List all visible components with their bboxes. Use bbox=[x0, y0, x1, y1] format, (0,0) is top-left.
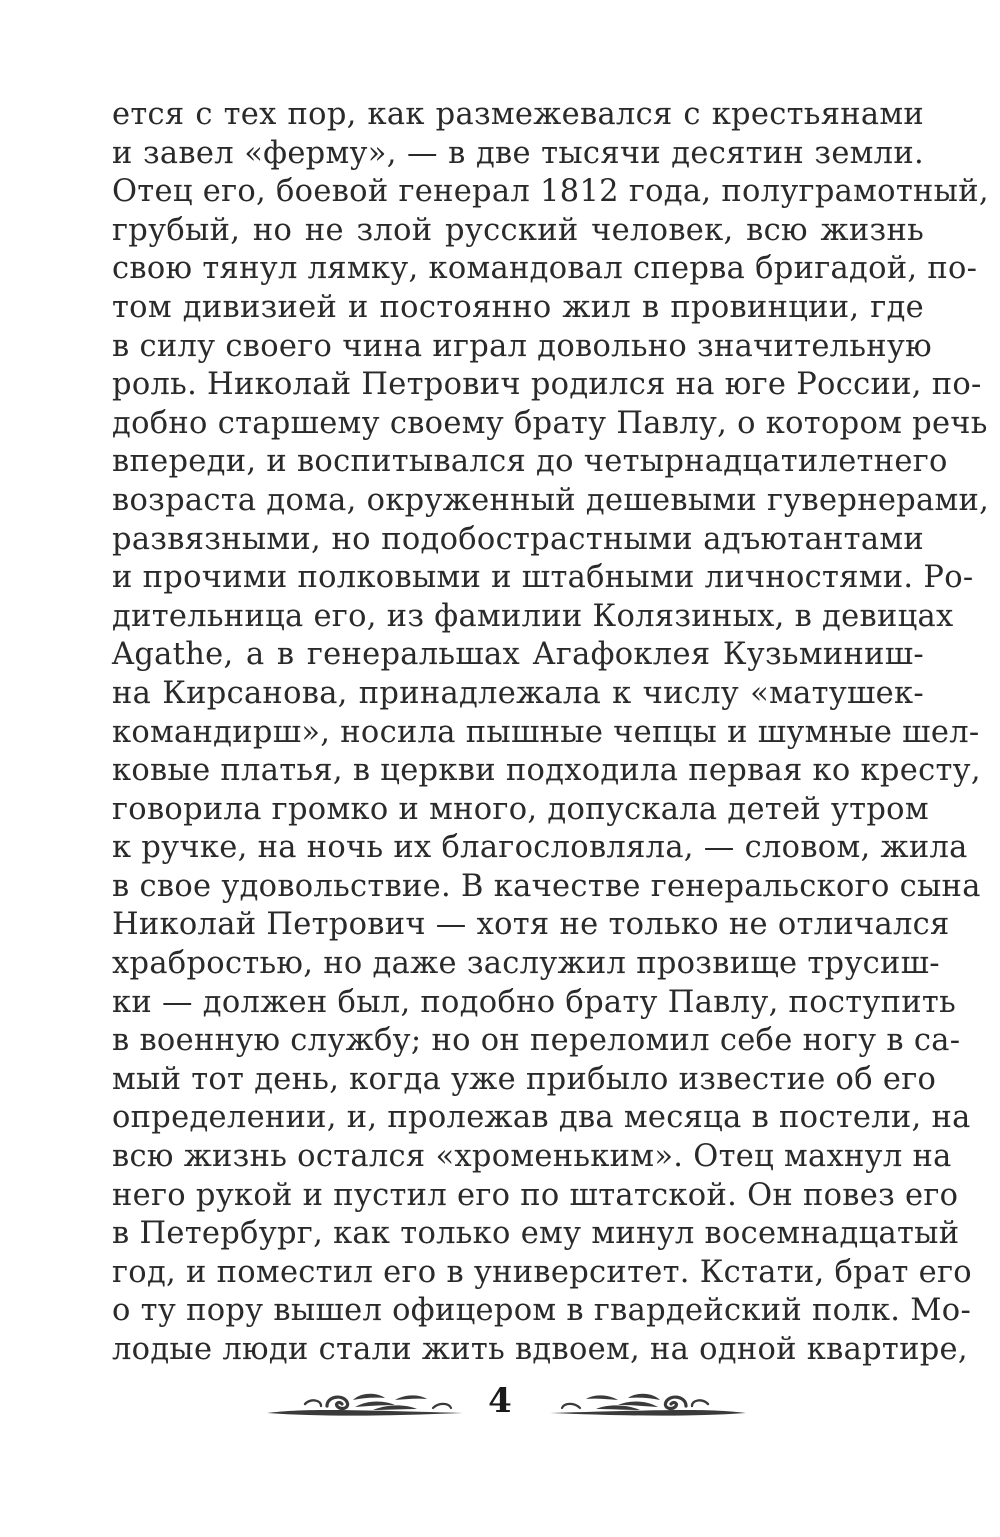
text-line: мый тот день, когда уже прибыло известие об его bbox=[112, 1061, 937, 1097]
floral-flourish-right-icon bbox=[548, 1386, 748, 1426]
text-line: том дивизией и постоянно жил в провинции, где bbox=[112, 289, 924, 325]
text-line: в свое удовольствие. В качестве генеральского сына bbox=[112, 868, 981, 904]
text-line: Agathe, а в генеральшах Агафоклея Кузьминиш- bbox=[112, 637, 924, 673]
text-line: и прочими полковыми и штабными личностями. Ро- bbox=[112, 560, 974, 596]
text-line: развязными, но подобострастными адъютантами bbox=[112, 521, 924, 557]
text-line: командирш», носила пышные чепцы и шумные шел- bbox=[112, 714, 980, 750]
text-line: впереди, и воспитывался до четырнадцатилетнего bbox=[112, 444, 948, 480]
text-line: дительница его, из фамилии Колязиных, в девицах bbox=[112, 598, 954, 634]
text-line: Отец его, боевой генерал 1812 года, полуграмотный, bbox=[112, 174, 989, 210]
text-line: всю жизнь остался «хроменьким». Отец махнул на bbox=[112, 1139, 952, 1175]
text-line: него рукой и пустил его по штатской. Он повез его bbox=[112, 1177, 959, 1213]
text-line: и завел «ферму», — в две тысячи десятин земли. bbox=[112, 135, 924, 171]
text-line: на Кирсанова, принадлежала к числу «матушек- bbox=[112, 675, 924, 711]
text-line: в военную службу; но он переломил себе ногу в са- bbox=[112, 1023, 961, 1059]
text-line: ковые платья, в церкви подходила первая ко кресту, bbox=[112, 753, 981, 789]
text-line: ки — должен был, подобно брату Павлу, поступить bbox=[112, 984, 956, 1020]
text-line: грубый, но не злой русский человек, всю жизнь bbox=[112, 212, 924, 248]
page-footer bbox=[0, 1378, 1000, 1438]
text-line: свою тянул лямку, командовал сперва бригадой, по- bbox=[112, 251, 978, 287]
text-line: в силу своего чина играл довольно значительную bbox=[112, 328, 932, 364]
text-line: добно старшему своему брату Павлу, о котором речь bbox=[112, 405, 988, 441]
text-line: возраста дома, окруженный дешевыми гувернерами, bbox=[112, 482, 990, 518]
text-line: к ручке, на ночь их благословляла, — словом, жила bbox=[112, 830, 968, 866]
text-line: о ту пору вышел офицером в гвардейский полк. Мо- bbox=[112, 1293, 972, 1329]
text-line: роль. Николай Петрович родился на юге России, по- bbox=[112, 367, 982, 403]
body-text bbox=[112, 96, 990, 1370]
text-line: Николай Петрович — хотя не только не отличался bbox=[112, 907, 950, 943]
floral-flourish-left-icon bbox=[265, 1386, 465, 1426]
text-line: год, и поместил его в университет. Кстати, брат его bbox=[112, 1254, 972, 1290]
text-line: лодые люди стали жить вдвоем, на одной квартире, bbox=[112, 1332, 968, 1367]
text-line: определении, и, пролежав два месяца в постели, на bbox=[112, 1100, 971, 1136]
text-line: говорила громко и много, допускала детей утром bbox=[112, 791, 929, 827]
text-line: ется с тех пор, как размежевался с крестьянами bbox=[112, 97, 924, 132]
text-line: в Петербург, как только ему минул восемнадцатый bbox=[112, 1216, 960, 1252]
page-number: 4 bbox=[488, 1381, 512, 1421]
text-line: храбростью, но даже заслужил прозвище трусиш- bbox=[112, 946, 940, 982]
